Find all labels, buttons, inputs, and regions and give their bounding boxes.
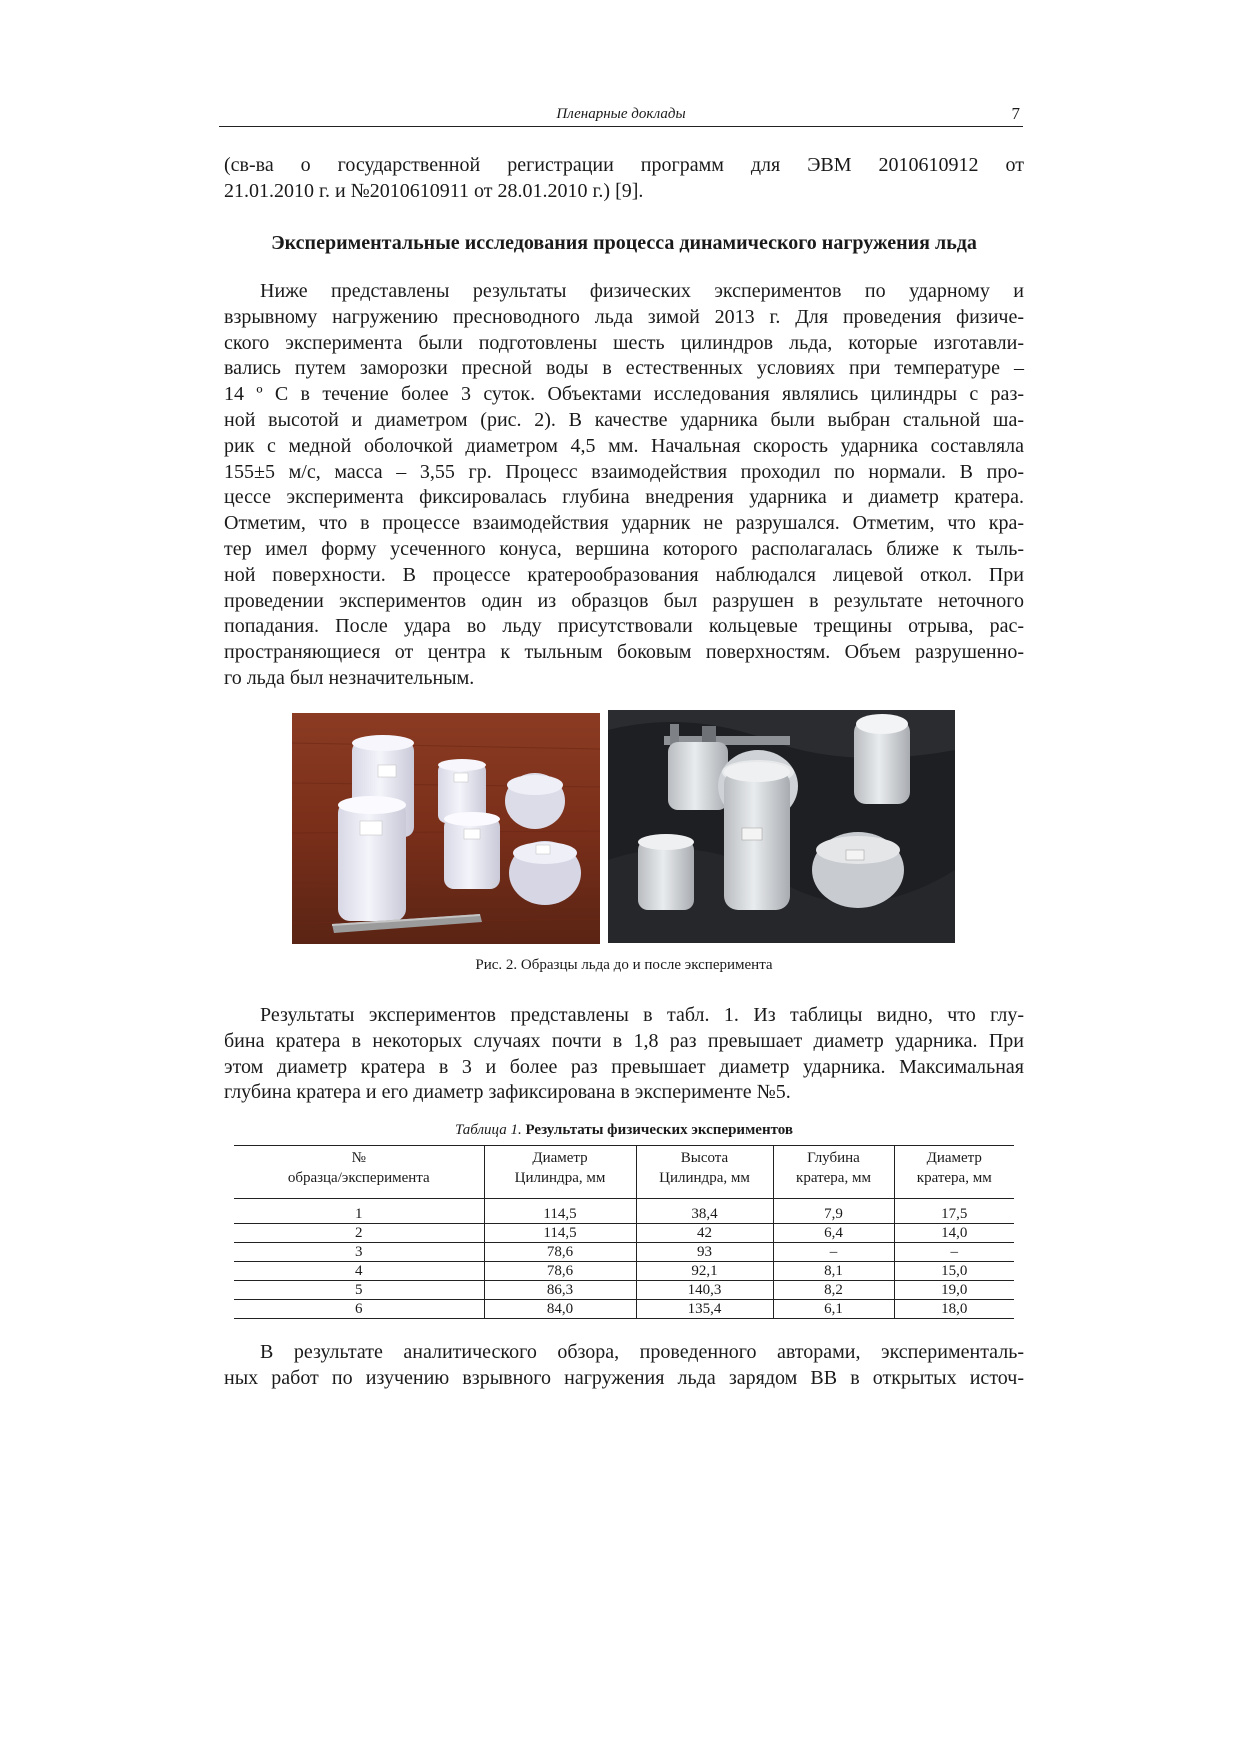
- column-header-cylinder-diameter: Диаметр Цилиндра, мм: [484, 1146, 636, 1199]
- table-caption: [234, 1122, 1014, 1139]
- paragraph-final: [224, 1340, 1024, 1392]
- cell-sample: 2: [234, 1224, 484, 1243]
- text-line: В результате аналитического обзора, проведенного авторами, эксперименталь-: [260, 1341, 1024, 1363]
- table-row: [234, 1281, 1014, 1300]
- cell-cylinder-height: 140,3: [636, 1281, 773, 1300]
- text-line: ной высотой и диаметром (рис. 2). В качестве ударника были выбран стальной ша-: [224, 408, 1024, 431]
- section-heading: Экспериментальные исследования процесса динамического нагружения льда: [271, 232, 977, 254]
- cell-crater-depth: 8,1: [773, 1262, 894, 1281]
- column-header-crater-diameter: Диаметр кратера, мм: [894, 1146, 1014, 1199]
- cell-sample: 5: [234, 1281, 484, 1300]
- cell-crater-diameter: –: [894, 1243, 1014, 1262]
- text-line: 155±5 м/с, масса – 3,55 гр. Процесс взаимодействия проходил по нормали. В про-: [224, 460, 1024, 483]
- cell-cylinder-diameter: 78,6: [484, 1243, 636, 1262]
- page-number: 7: [1011, 104, 1020, 123]
- table-caption-title: Результаты физических экспериментов: [525, 1122, 793, 1138]
- cell-crater-depth: 6,4: [773, 1224, 894, 1243]
- text-line: попадания. После удара во льду присутствовали кольцевые трещины отрыва, рас-: [224, 615, 1024, 638]
- text-line: рик с медной оболочкой диаметром 4,5 мм. Начальная скорость ударника составляла: [224, 434, 1024, 457]
- cell-crater-depth: 6,1: [773, 1300, 894, 1319]
- cell-cylinder-height: 42: [636, 1224, 773, 1243]
- cell-cylinder-height: 135,4: [636, 1300, 773, 1319]
- cell-crater-depth: 8,2: [773, 1281, 894, 1300]
- photo-samples-after: [608, 710, 955, 943]
- cell-crater-diameter: 19,0: [894, 1281, 1014, 1300]
- text-line: глубина кратера и его диаметр зафиксирована в эксперименте №5.: [224, 1081, 791, 1104]
- photo-samples-before: [292, 713, 600, 944]
- cell-crater-depth: 7,9: [773, 1199, 894, 1224]
- cell-crater-diameter: 14,0: [894, 1224, 1014, 1243]
- table-row: [234, 1224, 1014, 1243]
- column-header-cylinder-height: Высота Цилиндра, мм: [636, 1146, 773, 1199]
- cell-cylinder-diameter: 78,6: [484, 1262, 636, 1281]
- cell-crater-depth: –: [773, 1243, 894, 1262]
- paragraph-experiments: [224, 279, 1024, 692]
- table-row: [234, 1243, 1014, 1262]
- text-line: го льда был незначительным.: [224, 666, 475, 689]
- cell-cylinder-height: 93: [636, 1243, 773, 1262]
- text-line: ского эксперимента были подготовлены шесть цилиндров льда, которые изготавли-: [224, 331, 1024, 354]
- results-table: [234, 1145, 1014, 1319]
- text-line: Ниже представлены результаты физических экспериментов по ударному и: [260, 280, 1024, 302]
- column-header-crater-depth: Глубина кратера, мм: [773, 1146, 894, 1199]
- text-line: Результаты экспериментов представлены в табл. 1. Из таблицы видно, что глу-: [260, 1004, 1024, 1026]
- cell-sample: 3: [234, 1243, 484, 1262]
- table-header-row: [234, 1146, 1014, 1199]
- cell-crater-diameter: 17,5: [894, 1199, 1014, 1224]
- text-line: пространяющиеся от центра к тыльным боковым поверхностям. Объем разрушенно-: [224, 641, 1024, 664]
- cell-crater-diameter: 15,0: [894, 1262, 1014, 1281]
- text-line: (св-ва о государственной регистрации программ для ЭВМ 2010610912 от: [224, 154, 1024, 176]
- column-header-sample: № образца/эксперимента: [234, 1146, 484, 1199]
- text-line: цессе эксперимента фиксировалась глубина внедрения ударника и диаметр кратера.: [224, 486, 1024, 509]
- text-line: 14 º С в течение более 3 суток. Объектами исследования являлись цилиндры с раз-: [224, 383, 1024, 406]
- text-line: ных работ по изучению взрывного нагружения льда зарядом ВВ в открытых источ-: [224, 1366, 1024, 1389]
- cell-cylinder-diameter: 114,5: [484, 1199, 636, 1224]
- table-row: [234, 1199, 1014, 1224]
- text-line: вались путем заморозки пресной воды в естественных условиях при температуре –: [224, 357, 1024, 380]
- cell-cylinder-diameter: 84,0: [484, 1300, 636, 1319]
- text-line: тер имел форму усеченного конуса, вершина которого располагалась ближе к тыль-: [224, 537, 1024, 560]
- running-header-title: Пленарные доклады: [556, 106, 686, 122]
- cell-cylinder-height: 92,1: [636, 1262, 773, 1281]
- figure-caption: Рис. 2. Образцы льда до и после эксперимента: [475, 957, 773, 973]
- cell-sample: 6: [234, 1300, 484, 1319]
- cell-cylinder-diameter: 114,5: [484, 1224, 636, 1243]
- table-row: [234, 1262, 1014, 1281]
- text-line: взрывному нагружению пресноводного льда зимой 2013 г. Для проведения физиче-: [224, 305, 1024, 328]
- cell-cylinder-diameter: 86,3: [484, 1281, 636, 1300]
- text-line: проведении экспериментов один из образцов был разрушен в результате неточного: [224, 589, 1024, 612]
- text-line: этом диаметр кратера в 3 и более раз превышает диаметр ударника. Максимальная: [224, 1055, 1024, 1078]
- running-header: [219, 104, 1023, 127]
- text-line: ной поверхности. В процессе кратерообразования наблюдался лицевой откол. При: [224, 563, 1024, 586]
- paragraph-continuation: [224, 153, 1024, 205]
- cell-sample: 4: [234, 1262, 484, 1281]
- table-caption-label: Таблица 1.: [455, 1122, 522, 1138]
- text-line: бина кратера в некоторых случаях почти в 1,8 раз превышает диаметр ударника. При: [224, 1029, 1024, 1052]
- paragraph-results: [224, 1003, 1024, 1106]
- table-row: [234, 1300, 1014, 1319]
- cell-crater-diameter: 18,0: [894, 1300, 1014, 1319]
- text-line: 21.01.2010 г. и №2010610911 от 28.01.2010 г.) [9].: [224, 179, 644, 202]
- cell-sample: 1: [234, 1199, 484, 1224]
- cell-cylinder-height: 38,4: [636, 1199, 773, 1224]
- text-line: Отметим, что в процессе взаимодействия ударник не разрушался. Отметим, что кра-: [224, 512, 1024, 535]
